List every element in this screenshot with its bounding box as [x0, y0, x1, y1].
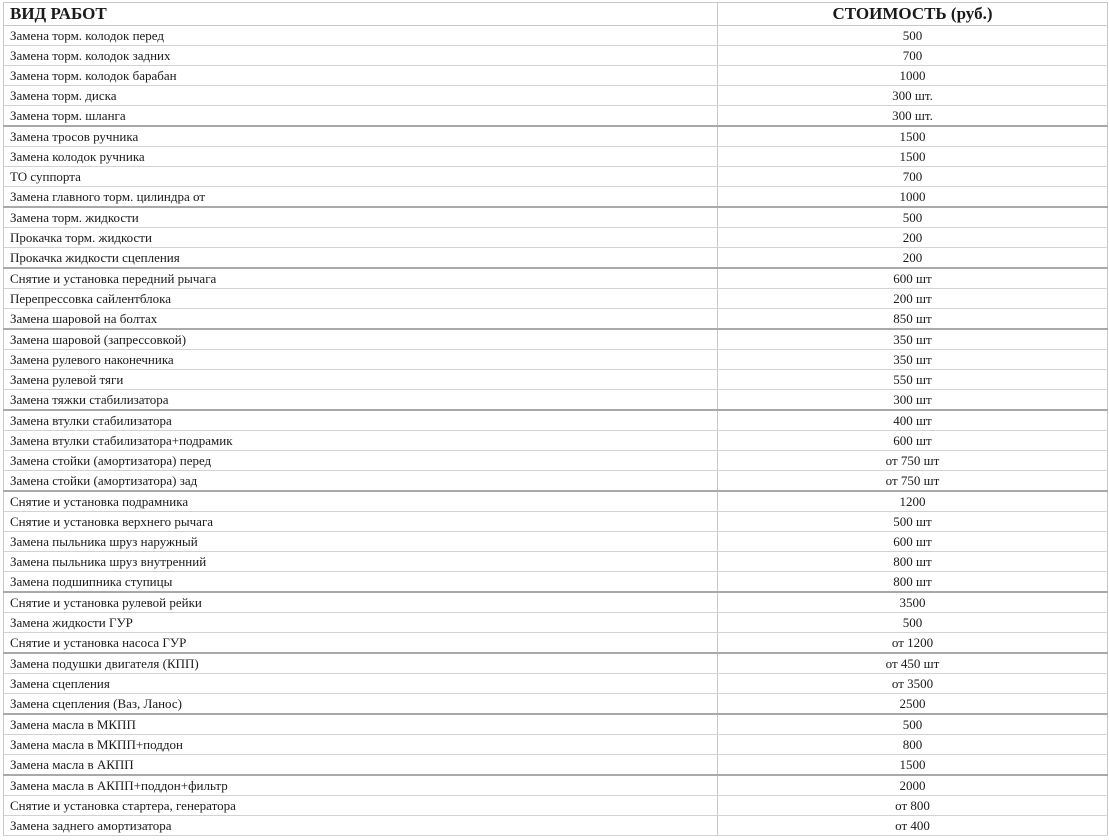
table-row	[4, 207, 1108, 228]
table-row	[4, 775, 1108, 796]
work-cost-cell: 800 шт	[718, 572, 1108, 593]
work-name-cell: Замена подушки двигателя (КПП)	[4, 653, 718, 674]
table-row	[4, 572, 1108, 593]
work-name-cell: Замена масла в МКПП	[4, 714, 718, 735]
table-row	[4, 674, 1108, 694]
table-row	[4, 390, 1108, 411]
table-row	[4, 755, 1108, 776]
table-body	[4, 26, 1108, 836]
work-cost-cell: от 3500	[718, 674, 1108, 694]
work-cost-cell: от 800	[718, 796, 1108, 816]
work-name-cell: Замена главного торм. цилиндра от	[4, 187, 718, 208]
work-cost-cell: от 450 шт	[718, 653, 1108, 674]
work-name-cell: Замена стойки (амортизатора) зад	[4, 471, 718, 492]
work-cost-cell: 550 шт	[718, 370, 1108, 390]
work-name-cell: Замена шаровой (запрессовкой)	[4, 329, 718, 350]
work-cost-cell: 500	[718, 714, 1108, 735]
table-row	[4, 431, 1108, 451]
work-name-cell: Замена сцепления (Ваз, Ланос)	[4, 694, 718, 715]
work-name-cell: Замена втулки стабилизатора+подрамик	[4, 431, 718, 451]
work-name-cell: Перепрессовка сайлентблока	[4, 289, 718, 309]
work-name-cell: Замена масла в АКПП+поддон+фильтр	[4, 775, 718, 796]
table-row	[4, 532, 1108, 552]
table-row	[4, 268, 1108, 289]
work-cost-cell: 400 шт	[718, 410, 1108, 431]
table-row	[4, 86, 1108, 106]
table-row	[4, 471, 1108, 492]
table-row	[4, 410, 1108, 431]
work-name-cell: Замена торм. жидкости	[4, 207, 718, 228]
work-name-cell: Замена масла в МКПП+поддон	[4, 735, 718, 755]
work-cost-cell: 600 шт	[718, 431, 1108, 451]
work-cost-cell: 200 шт	[718, 289, 1108, 309]
work-name-cell: Замена стойки (амортизатора) перед	[4, 451, 718, 471]
work-cost-cell: 700	[718, 46, 1108, 66]
work-name-cell: Снятие и установка подрамника	[4, 491, 718, 512]
table-row	[4, 26, 1108, 46]
work-name-cell: ТО суппорта	[4, 167, 718, 187]
work-name-cell: Замена тяжки стабилизатора	[4, 390, 718, 411]
work-cost-cell: 500 шт	[718, 512, 1108, 532]
work-name-cell: Замена втулки стабилизатора	[4, 410, 718, 431]
table-row	[4, 512, 1108, 532]
work-cost-cell: от 400	[718, 816, 1108, 836]
work-name-cell: Замена шаровой на болтах	[4, 309, 718, 330]
work-cost-cell: 1000	[718, 66, 1108, 86]
work-cost-cell: 800	[718, 735, 1108, 755]
table-row	[4, 653, 1108, 674]
work-name-cell: Замена жидкости ГУР	[4, 613, 718, 633]
work-name-cell: Снятие и установка насоса ГУР	[4, 633, 718, 654]
work-cost-cell: 600 шт	[718, 268, 1108, 289]
table-row	[4, 613, 1108, 633]
work-cost-cell: 1500	[718, 126, 1108, 147]
work-cost-cell: 2500	[718, 694, 1108, 715]
work-name-cell: Замена рулевого наконечника	[4, 350, 718, 370]
work-name-cell: Снятие и установка рулевой рейки	[4, 592, 718, 613]
table-row	[4, 147, 1108, 167]
work-name-cell: Прокачка торм. жидкости	[4, 228, 718, 248]
table-row	[4, 714, 1108, 735]
table-row	[4, 309, 1108, 330]
work-cost-cell: 500	[718, 207, 1108, 228]
work-name-cell: Замена сцепления	[4, 674, 718, 694]
work-name-cell: Замена подшипника ступицы	[4, 572, 718, 593]
work-cost-cell: от 1200	[718, 633, 1108, 654]
table-row	[4, 694, 1108, 715]
table-row	[4, 350, 1108, 370]
table-row	[4, 329, 1108, 350]
work-name-cell: Замена торм. диска	[4, 86, 718, 106]
column-header-cost: СТОИМОСТЬ (руб.)	[718, 3, 1108, 26]
work-name-cell: Замена рулевой тяги	[4, 370, 718, 390]
table-header-row	[4, 3, 1108, 26]
work-name-cell: Замена колодок ручника	[4, 147, 718, 167]
work-name-cell: Замена торм. колодок перед	[4, 26, 718, 46]
table-row	[4, 106, 1108, 127]
work-cost-cell: 2000	[718, 775, 1108, 796]
work-cost-cell: от 750 шт	[718, 451, 1108, 471]
table-row	[4, 126, 1108, 147]
work-cost-cell: 850 шт	[718, 309, 1108, 330]
work-cost-cell: 1500	[718, 147, 1108, 167]
table-row	[4, 66, 1108, 86]
price-table	[3, 2, 1108, 836]
work-name-cell: Замена пыльника шруз наружный	[4, 532, 718, 552]
work-cost-cell: от 750 шт	[718, 471, 1108, 492]
table-row	[4, 796, 1108, 816]
work-cost-cell: 1500	[718, 755, 1108, 776]
table-row	[4, 248, 1108, 269]
work-cost-cell: 500	[718, 26, 1108, 46]
work-name-cell: Замена тросов ручника	[4, 126, 718, 147]
table-row	[4, 552, 1108, 572]
work-cost-cell: 300 шт.	[718, 86, 1108, 106]
work-name-cell: Снятие и установка передний рычага	[4, 268, 718, 289]
table-row	[4, 491, 1108, 512]
work-cost-cell: 700	[718, 167, 1108, 187]
column-header-work: ВИД РАБОТ	[4, 3, 718, 26]
work-name-cell: Замена пыльника шруз внутренний	[4, 552, 718, 572]
work-name-cell: Снятие и установка стартера, генератора	[4, 796, 718, 816]
table-row	[4, 451, 1108, 471]
work-cost-cell: 300 шт.	[718, 106, 1108, 127]
table-row	[4, 735, 1108, 755]
work-cost-cell: 500	[718, 613, 1108, 633]
work-cost-cell: 3500	[718, 592, 1108, 613]
table-row	[4, 167, 1108, 187]
table-row	[4, 370, 1108, 390]
work-cost-cell: 300 шт	[718, 390, 1108, 411]
table-row	[4, 228, 1108, 248]
work-cost-cell: 200	[718, 248, 1108, 269]
work-name-cell: Замена заднего амортизатора	[4, 816, 718, 836]
work-name-cell: Замена торм. шланга	[4, 106, 718, 127]
work-name-cell: Снятие и установка верхнего рычага	[4, 512, 718, 532]
table-row	[4, 816, 1108, 836]
work-name-cell: Замена масла в АКПП	[4, 755, 718, 776]
work-cost-cell: 800 шт	[718, 552, 1108, 572]
work-cost-cell: 1000	[718, 187, 1108, 208]
table-row	[4, 289, 1108, 309]
table-row	[4, 187, 1108, 208]
work-cost-cell: 350 шт	[718, 350, 1108, 370]
work-cost-cell: 200	[718, 228, 1108, 248]
work-cost-cell: 600 шт	[718, 532, 1108, 552]
table-row	[4, 46, 1108, 66]
table-row	[4, 592, 1108, 613]
table-row	[4, 633, 1108, 654]
work-name-cell: Замена торм. колодок барабан	[4, 66, 718, 86]
work-cost-cell: 350 шт	[718, 329, 1108, 350]
work-cost-cell: 1200	[718, 491, 1108, 512]
work-name-cell: Прокачка жидкости сцепления	[4, 248, 718, 269]
work-name-cell: Замена торм. колодок задних	[4, 46, 718, 66]
